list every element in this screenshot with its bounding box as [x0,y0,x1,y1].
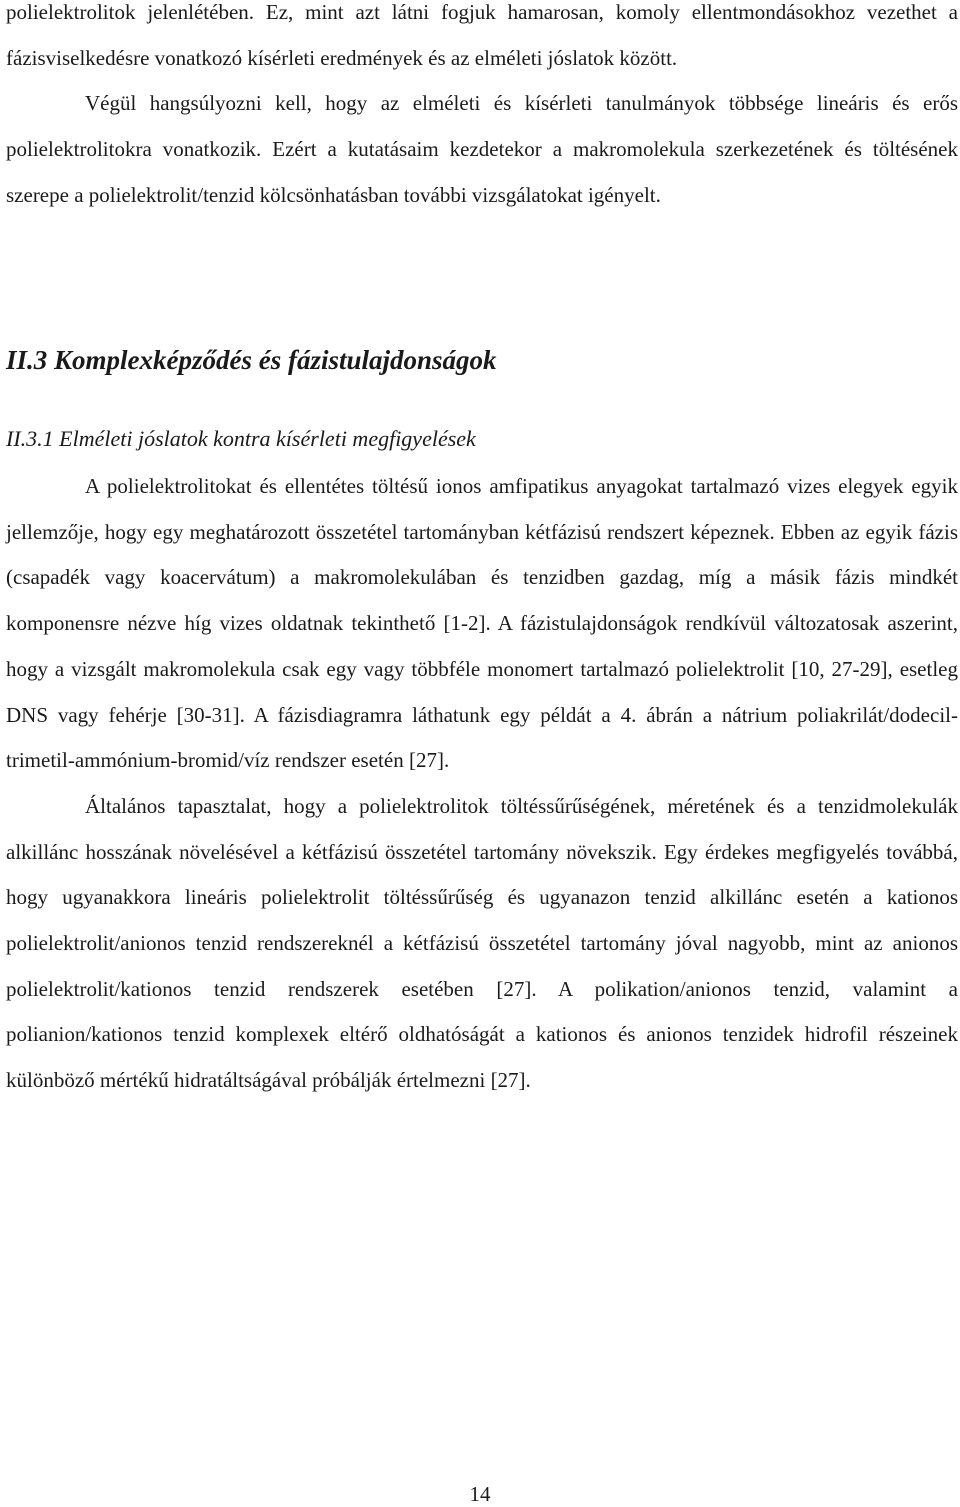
intro-text [6,0,958,219]
paragraph: Végül hangsúlyozni kell, hogy az elméleti és kísérleti tanulmányok többsége lineáris és erős polielektrolitokra vonatkozik. Ezért a kutatásaim kezdetekor a makromolekula szerkezetének és töltésének szerepe a polielektrolit/tenzid kölcsönhatásban további vizsgálatokat igényelt. [6,91,958,207]
paragraph-continuation: polielektrolitok jelenlétében. Ez, mint azt látni fogjuk hamarosan, komoly ellentmondásokhoz vezethet a fázisviselkedésre vonatkozó kísérleti eredmények és az elméleti jóslatok között. [6,0,958,70]
paragraph: A polielektrolitokat és ellentétes töltésű ionos amfipatikus anyagokat tartalmazó vizes elegyek egyik jellemzője, hogy egy meghatározott összetétel tartományban kétfázisú rendszert képeznek. Ebben az egyik fázis (csapadék vagy koacervátum) a makromolekulában és tenzidben gazdag, míg a másik fázis mindkét komponensre nézve híg vizes oldatnak tekinthető [1-2]. A fázistulajdonságok rendkívül változatosak aszerint, hogy a vizsgált makromolekula csak egy vagy többféle monomert tartalmazó polielektrolit [10, 27-29], esetleg DNS vagy fehérje [30-31]. A fázisdiagramra láthatunk egy példát a 4. ábrán a nátrium poliakrilát/dodecil-trimetil-ammónium-bromid/víz rendszer esetén [27]. [6,474,958,773]
page-number: 14 [469,1482,491,1506]
section-heading: II.3 Komplexképződés és fázistulajdonságok [6,345,497,375]
paragraph: Általános tapasztalat, hogy a polielektrolitok töltéssűrűségének, méretének és a tenzidmolekulák alkillánc hosszának növelésével a kétfázisú összetétel tartomány növekszik. Egy érdekes megfigyelés továbbá, hogy ugyanakkora lineáris polielektrolit töltéssűrűség és ugyanazon tenzid alkillánc esetén a kationos polielektrolit/anionos tenzid rendszereknél a kétfázisú összetétel tartomány jóval nagyobb, mint az anionos polielektrolit/kationos tenzid rendszerek esetében [27]. A polikation/anionos tenzid, valamint a polianion/kationos tenzid komplexek eltérő oldhatóságát a kationos és anionos tenzidek hidrofil részeinek különböző mértékű hidratáltságával próbálják értelmezni [27]. [6,793,958,1093]
body-text [6,464,958,1104]
subsection-heading: II.3.1 Elméleti jóslatok kontra kísérleti megfigyelések [6,426,476,451]
